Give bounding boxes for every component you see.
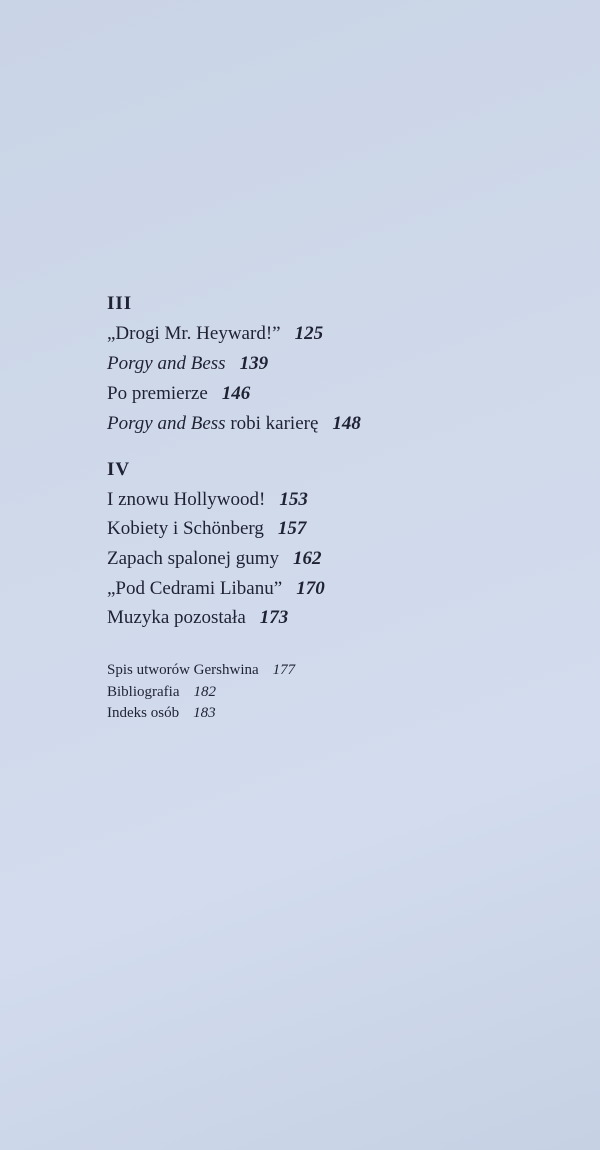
toc-entry: [107, 607, 288, 629]
entry-page-number: 182: [193, 684, 216, 700]
entry-title-rest: robi karierę: [225, 413, 319, 434]
entry-title: Indeks osób: [107, 705, 180, 721]
entry-title: Muzyka pozostała: [107, 607, 246, 628]
entry-title: Po premierze: [107, 383, 208, 404]
entry-title: Bibliografia: [107, 684, 180, 700]
back-matter-entry: [107, 684, 216, 701]
entry-page-number: 183: [193, 705, 216, 721]
entry-page-number: 146: [221, 383, 251, 404]
entry-page-number: 162: [293, 548, 322, 569]
back-matter-entry: [107, 662, 295, 679]
entry-page-number: 170: [296, 578, 325, 599]
toc-entry: [107, 489, 308, 511]
entry-page-number: 177: [272, 662, 296, 678]
toc-entry: [107, 383, 250, 405]
entry-title: Porgy and Bess: [107, 353, 226, 374]
entry-title: „Pod Cedrami Libanu”: [107, 578, 283, 599]
entry-title: Zapach spalonej gumy: [107, 548, 280, 569]
toc-entry: [107, 353, 268, 375]
toc-entry: [107, 518, 306, 540]
toc-entry: [107, 548, 322, 570]
entry-page-number: 157: [277, 518, 307, 539]
entry-title: Kobiety i Schönberg: [107, 518, 264, 539]
entry-page-number: 139: [239, 353, 269, 374]
toc-entry: [107, 323, 323, 345]
back-matter-entry: [107, 705, 216, 722]
entry-page-number: 148: [332, 413, 361, 434]
entry-title: I znowu Hollywood!: [107, 489, 266, 510]
entry-page-number: 153: [279, 489, 308, 510]
entry-page-number: 173: [259, 607, 289, 628]
entry-title: „Drogi Mr. Heyward!”: [107, 323, 281, 344]
entry-page-number: 125: [294, 323, 324, 344]
toc-entry: [107, 413, 361, 435]
section-heading-iii: III: [107, 293, 133, 314]
entry-title: Spis utworów Gershwina: [107, 662, 259, 678]
section-heading-iv: IV: [107, 459, 131, 480]
entry-title-italic: Porgy and Bess: [107, 413, 226, 434]
toc-entry: [107, 578, 325, 600]
